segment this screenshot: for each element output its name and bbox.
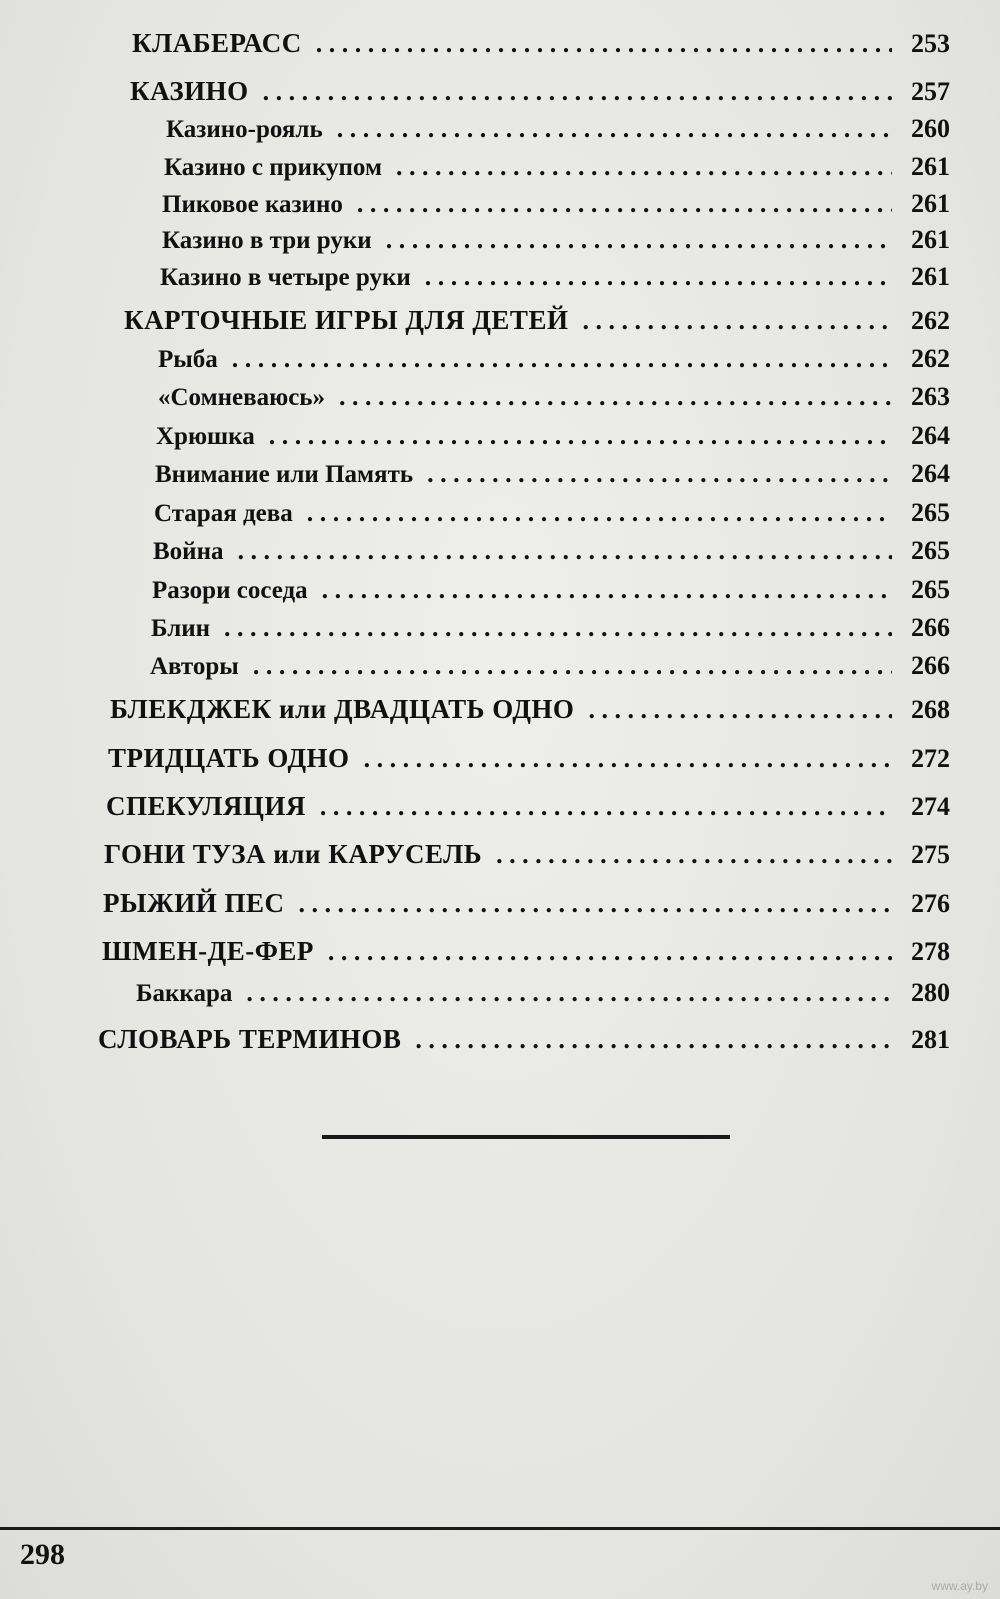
toc-entry	[103, 888, 950, 919]
toc-entry-page: 266	[911, 613, 950, 642]
leader-dots	[316, 29, 892, 59]
leader-dots	[386, 225, 892, 255]
toc-entry-page: 281	[911, 1025, 950, 1054]
toc-entry-page: 260	[911, 114, 950, 143]
toc-entry-title: Старая дева	[154, 500, 293, 527]
toc-entry	[108, 743, 950, 774]
watermark: www.ay.by	[931, 1579, 988, 1593]
toc-entry	[154, 498, 950, 528]
toc-entry-title: Казино-рояль	[166, 116, 323, 143]
toc-entry-page: 261	[911, 262, 950, 291]
toc-entry-page: 265	[911, 536, 950, 565]
toc-entry	[151, 613, 950, 643]
toc-entry-title: Внимание или Память	[155, 461, 414, 488]
toc-entry-page: 257	[911, 77, 950, 106]
leader-dots	[357, 189, 892, 219]
toc-entry-title: Авторы	[150, 653, 239, 680]
toc-entry-title: ГОНИ ТУЗА или КАРУСЕЛЬ	[104, 839, 483, 869]
leader-dots	[427, 459, 892, 489]
toc-entry	[150, 651, 950, 681]
toc-entry	[124, 305, 950, 336]
toc-entry-title: БЛЕКДЖЕК или ДВАДЦАТЬ ОДНО	[110, 694, 575, 724]
toc-entry-title: Казино с прикупом	[164, 154, 382, 181]
toc-entry-page: 264	[911, 459, 950, 488]
toc-entry	[130, 76, 950, 107]
leader-dots	[263, 77, 892, 107]
toc-entry-page: 274	[911, 792, 950, 821]
toc-entry	[164, 152, 950, 182]
leader-dots	[425, 262, 892, 292]
leader-dots	[415, 1025, 892, 1055]
toc-entry-page: 262	[911, 344, 950, 373]
leader-dots	[322, 575, 892, 605]
toc-entry-title: СПЕКУЛЯЦИЯ	[106, 791, 306, 821]
toc-entry	[136, 978, 950, 1008]
leader-dots	[298, 889, 892, 919]
toc-entry-title: КЛАБЕРАСС	[132, 28, 302, 58]
toc-entry-title: Рыба	[158, 346, 218, 373]
toc-entry-page: 261	[911, 189, 950, 218]
leader-dots	[224, 613, 892, 643]
toc-entry	[98, 1024, 950, 1055]
toc-entry-title: СЛОВАРЬ ТЕРМИНОВ	[98, 1024, 402, 1054]
toc-entry	[110, 694, 950, 725]
toc-entry-title: Разори соседа	[152, 577, 308, 604]
toc-entry-page: 268	[911, 695, 950, 724]
toc-entry	[162, 225, 950, 255]
toc-entry-title: Пиковое казино	[162, 191, 343, 218]
toc-entry-page: 264	[911, 421, 950, 450]
leader-dots	[269, 421, 892, 451]
leader-dots	[253, 651, 892, 681]
leader-dots	[396, 152, 892, 182]
toc-entry	[104, 839, 950, 870]
toc-entry-title: «Сомневаюсь»	[158, 384, 326, 411]
toc-entry-page: 261	[911, 225, 950, 254]
toc-entry	[155, 459, 950, 489]
leader-dots	[246, 978, 892, 1008]
toc-entry-title: Баккара	[136, 980, 233, 1007]
toc-entry-title: Хрюшка	[156, 423, 255, 450]
leader-dots	[232, 344, 892, 374]
toc-entry-title: Казино в четыре руки	[160, 264, 411, 291]
toc-entry	[162, 189, 950, 219]
leader-dots	[337, 114, 892, 144]
toc-entry-page: 275	[911, 840, 950, 869]
toc-entry	[132, 28, 950, 59]
toc-entry-page: 265	[911, 575, 950, 604]
toc-entry	[156, 421, 950, 451]
toc-entry-page: 276	[911, 889, 950, 918]
toc-entry	[102, 936, 950, 967]
toc-entry	[166, 114, 950, 144]
toc-entry-title: РЫЖИЙ ПЕС	[103, 888, 285, 918]
toc-entry-page: 262	[911, 306, 950, 335]
leader-dots	[588, 695, 892, 725]
toc-entry-title: Казино в три руки	[162, 227, 372, 254]
toc-entry	[153, 536, 950, 566]
toc-entry	[158, 344, 950, 374]
toc-entry-title: ТРИДЦАТЬ ОДНО	[108, 743, 350, 773]
toc-entry-page: 265	[911, 498, 950, 527]
toc-entry-page: 261	[911, 152, 950, 181]
toc-entry-page: 272	[911, 744, 950, 773]
leader-dots	[364, 744, 892, 774]
toc-entry-page: 253	[911, 29, 950, 58]
toc-entry	[160, 262, 950, 292]
leader-dots	[320, 792, 892, 822]
toc-entry	[152, 575, 950, 605]
toc-entry	[158, 382, 950, 412]
leader-dots	[339, 382, 892, 412]
leader-dots	[237, 536, 892, 566]
toc-entry-page: 266	[911, 651, 950, 680]
leader-dots	[582, 306, 892, 336]
toc-entry-page: 263	[911, 382, 950, 411]
toc-entry-page: 280	[911, 978, 950, 1007]
toc-entry-title: ШМЕН-ДЕ-ФЕР	[102, 936, 314, 966]
toc-entry-title: КАЗИНО	[130, 76, 249, 106]
toc-entry	[106, 791, 950, 822]
toc-entry-page: 278	[911, 937, 950, 966]
leader-dots	[328, 937, 892, 967]
leader-dots	[496, 840, 892, 870]
page-number: 298	[20, 1538, 65, 1571]
toc-entry-title: КАРТОЧНЫЕ ИГРЫ ДЛЯ ДЕТЕЙ	[124, 305, 569, 335]
end-rule	[322, 1135, 730, 1139]
leader-dots	[307, 498, 892, 528]
toc-entry-title: Блин	[151, 615, 211, 642]
toc-entry-title: Война	[153, 538, 224, 565]
footer-rule	[0, 1527, 1000, 1530]
